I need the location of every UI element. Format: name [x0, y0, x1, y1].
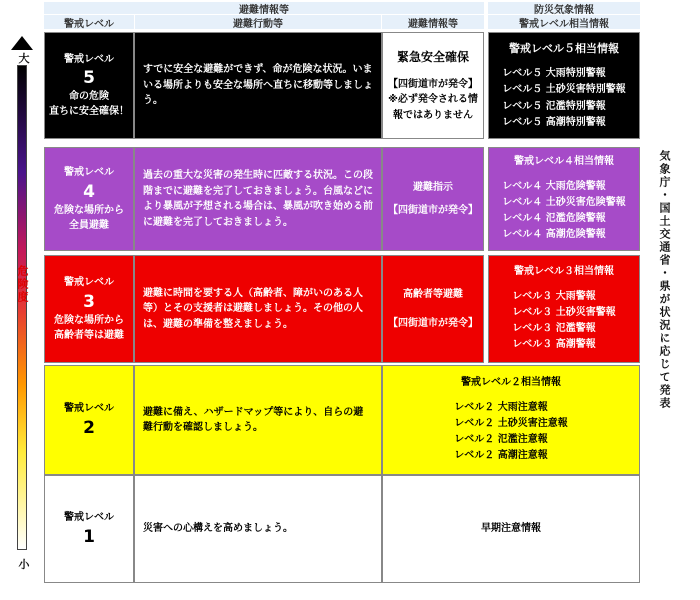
evac-group-header: 避難情報等	[44, 2, 484, 14]
level3-evac-line-1: 【四街道市が発令】	[388, 318, 478, 329]
danger-axis-bottom-label: 小	[18, 558, 30, 571]
level3-evac-cell	[382, 255, 484, 363]
danger-axis-top-label: 大	[18, 52, 30, 65]
level4-weather-list	[502, 179, 625, 244]
level1-cell	[44, 475, 134, 583]
level2-merged-cell	[382, 365, 640, 475]
level5-action: すでに安全な避難ができず、命が危険な状況。いまいる場所よりも安全な場所へ直ちに移動等しましょう。	[134, 32, 382, 139]
level3-cell	[44, 255, 134, 363]
level2-weather-title: 警戒レベル２相当情報	[461, 377, 561, 389]
level4-evac-cell	[382, 147, 484, 251]
level4-weather-cell	[488, 147, 640, 251]
level2-number: 2	[83, 417, 95, 438]
level3-weather-item: レベル３ 土砂災害警報	[512, 307, 616, 319]
level3-weather-item: レベル３ 高潮警報	[512, 339, 596, 351]
level3-weather-title: 警戒レベル３相当情報	[514, 266, 614, 278]
level4-weather-item: レベル４ 大雨危険警報	[502, 180, 606, 192]
level3-evac-title: 高齢者等避難	[403, 288, 463, 300]
col-header-level: 警戒レベル	[44, 15, 134, 29]
col-header-weather: 警戒レベル相当情報	[488, 15, 640, 29]
level5-weather-cell	[488, 32, 640, 139]
level1-label: 警戒レベル	[64, 512, 114, 524]
level2-weather-list	[454, 400, 567, 465]
level2-weather-item: レベル２ 氾濫注意報	[454, 434, 548, 446]
level3-weather-cell	[488, 255, 640, 363]
level2-weather-item: レベル２ 土砂災害注意報	[454, 418, 568, 430]
weather-group-header: 防災気象情報	[488, 2, 640, 14]
level4-action: 過去の重大な災害の発生時に匹敵する状況。この段階までに避難を完了しておきましょう。台風などにより暴風が予想される場合は、暴風が吹き始める前に避難を完了しておきましょう。	[134, 147, 382, 251]
level3-sub-2: 高齢者等は避難	[54, 329, 124, 341]
level1-number: 1	[83, 526, 95, 547]
level4-cell	[44, 147, 134, 251]
level5-label: 警戒レベル	[64, 53, 114, 65]
level5-cell	[44, 32, 134, 139]
level4-weather-item: レベル４ 氾濫危険警報	[502, 213, 606, 225]
level4-sub-2: 全員避難	[69, 219, 109, 231]
level1-action: 災害への心構えを高めましょう。	[134, 475, 382, 583]
level2-action: 避難に備え、ハザードマップ等により、自らの避難行動を確認しましょう。	[134, 365, 382, 475]
level3-sub-1: 危険な場所から	[54, 314, 124, 326]
level5-weather-item: レベル５ 氾濫特別警報	[502, 100, 606, 112]
danger-axis-gradient	[17, 65, 27, 550]
level4-label: 警戒レベル	[64, 167, 114, 179]
level3-action: 避難に時間を要する人（高齢者、障がいのある人等）とその支援者は避難しましょう。その他の人は、避難の準備を整えましょう。	[134, 255, 382, 363]
level5-weather-item: レベル５ 土砂災害特別警報	[502, 84, 626, 96]
col-header-evac: 避難情報等	[382, 15, 484, 29]
level3-label: 警戒レベル	[64, 277, 114, 289]
level3-weather-list	[512, 289, 615, 354]
level5-sub-1: 命の危険	[69, 91, 109, 103]
level5-weather-title: 警戒レベル５相当情報	[509, 42, 619, 56]
level1-weather-title: 早期注意情報	[481, 523, 541, 535]
level2-weather-item: レベル２ 高潮注意報	[454, 450, 548, 462]
level4-weather-item: レベル４ 高潮危険警報	[502, 229, 606, 241]
level5-evac-line-2: ※必ず発令される情報ではありません	[388, 94, 478, 121]
level3-weather-item: レベル３ 大雨警報	[512, 290, 596, 302]
level4-weather-title: 警戒レベル４相当情報	[514, 156, 614, 168]
col-header-action: 避難行動等	[135, 15, 381, 29]
level5-evac-cell	[382, 32, 484, 139]
level2-cell	[44, 365, 134, 475]
level2-label: 警戒レベル	[64, 403, 114, 415]
level4-evac-line-1: 【四街道市が発令】	[388, 205, 478, 216]
level3-weather-item: レベル３ 氾濫警報	[512, 323, 596, 335]
level5-evac-title: 緊急安全確保	[396, 49, 469, 64]
level1-merged-cell	[382, 475, 640, 583]
level4-evac-title: 避難指示	[413, 181, 453, 193]
danger-axis-arrowhead	[11, 36, 33, 50]
issuer-side-note: 気象庁・国土交通省・県が状況に応じて発表	[658, 150, 671, 410]
level2-weather-item: レベル２ 大雨注意報	[454, 401, 548, 413]
level5-evac-line-1: 【四街道市が発令】	[388, 78, 478, 90]
level5-weather-item: レベル５ 大雨特別警報	[502, 68, 606, 80]
level5-weather-item: レベル５ 高潮特別警報	[502, 116, 606, 128]
danger-axis-middle-label: 危険度	[16, 265, 29, 304]
level5-number: 5	[83, 68, 95, 89]
level4-sub-1: 危険な場所から	[54, 204, 124, 216]
level4-weather-item: レベル４ 土砂災害危険警報	[502, 197, 626, 209]
level4-number: 4	[83, 181, 95, 202]
level3-number: 3	[83, 291, 95, 312]
level5-weather-list	[502, 66, 625, 131]
level5-sub-2: 直ちに安全確保！	[49, 106, 129, 118]
